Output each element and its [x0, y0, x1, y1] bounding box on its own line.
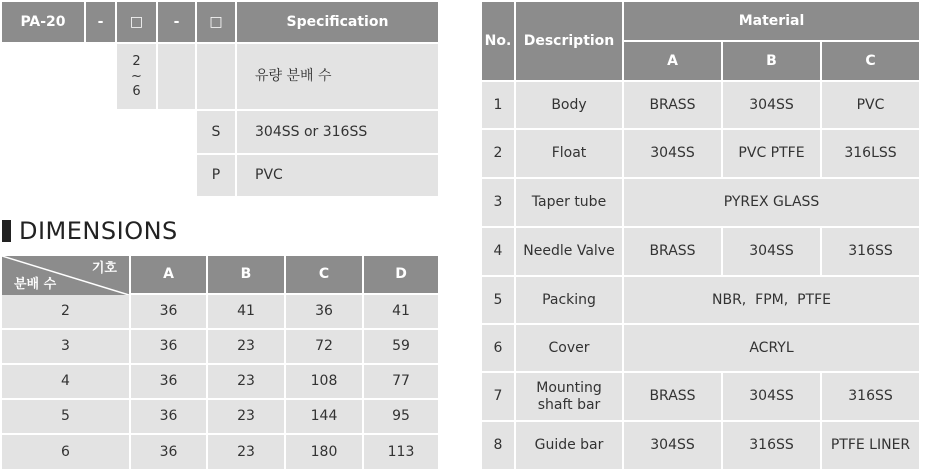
table-cell: 6: [2, 435, 131, 471]
table-cell: 77: [364, 365, 440, 400]
header-box: □: [117, 2, 158, 44]
header-box: □: [197, 2, 237, 44]
table-cell: 5: [2, 400, 131, 435]
header-dash: -: [158, 2, 197, 44]
material-c: PTFE LINER: [822, 422, 921, 471]
range-tilde: ~: [131, 69, 142, 84]
material-b: 304SS: [723, 82, 822, 130]
row-number: 3: [482, 179, 516, 228]
material-c: PVC: [822, 82, 921, 130]
spec-text: PVC: [237, 155, 440, 198]
column-header: A: [131, 256, 208, 295]
table-cell: 36: [286, 295, 364, 330]
spec-code: S: [197, 111, 237, 155]
row-number: 4: [482, 228, 516, 277]
description-line: shaft bar: [537, 396, 601, 413]
material-column-b: B: [723, 42, 822, 82]
material-c: 316SS: [822, 373, 921, 422]
table-cell: 36: [131, 365, 208, 400]
table-cell: 2: [2, 295, 131, 330]
part-description: Taper tube: [516, 179, 624, 228]
dimensions-title: [2, 214, 178, 248]
material-c: 316SS: [822, 228, 921, 277]
row-number: 1: [482, 82, 516, 130]
table-cell: 23: [208, 400, 286, 435]
material-a: 304SS: [624, 130, 723, 179]
part-description: Needle Valve: [516, 228, 624, 277]
row-number: 6: [482, 325, 516, 373]
spec-code: P: [197, 155, 237, 198]
material-b: 316SS: [723, 422, 822, 471]
header-dash: -: [86, 2, 117, 44]
table-cell: 3: [2, 330, 131, 365]
table-cell: 180: [286, 435, 364, 471]
corner-header: [2, 256, 129, 295]
material-column-c: C: [822, 42, 921, 82]
part-description: Body: [516, 82, 624, 130]
material-a: BRASS: [624, 82, 723, 130]
empty-cell: [158, 44, 197, 111]
description-header: Description: [516, 2, 624, 82]
part-description: Guide bar: [516, 422, 624, 471]
range-cell: [117, 44, 158, 111]
part-description: Packing: [516, 277, 624, 325]
table-cell: 36: [131, 400, 208, 435]
material-merged: ACRYL: [624, 325, 921, 373]
row-number: 2: [482, 130, 516, 179]
material-a: BRASS: [624, 228, 723, 277]
row-number: 8: [482, 422, 516, 471]
material-merged: NBR, FPM, PTFE: [624, 277, 921, 325]
table-cell: 36: [131, 330, 208, 365]
title-bar-marker: [2, 220, 11, 242]
table-cell: 36: [131, 435, 208, 471]
material-a: 304SS: [624, 422, 723, 471]
no-header: No.: [482, 2, 516, 82]
dimensions-title-text: DIMENSIONS: [19, 217, 178, 245]
material-merged: PYREX GLASS: [624, 179, 921, 228]
table-cell: 59: [364, 330, 440, 365]
row-number: 7: [482, 373, 516, 422]
table-cell: 36: [131, 295, 208, 330]
range-to: 6: [132, 84, 141, 99]
column-header: D: [364, 256, 440, 295]
table-cell: 41: [208, 295, 286, 330]
material-b: 304SS: [723, 228, 822, 277]
table-cell: 108: [286, 365, 364, 400]
description-line: Mounting: [536, 379, 602, 396]
spec-text: 304SS or 316SS: [237, 111, 440, 155]
row-number: 5: [482, 277, 516, 325]
material-c: 316LSS: [822, 130, 921, 179]
material-column-a: A: [624, 42, 723, 82]
corner-top-label: 기호: [91, 261, 117, 276]
column-header: C: [286, 256, 364, 295]
model-code: PA-20: [2, 2, 86, 44]
part-description: Cover: [516, 325, 624, 373]
table-cell: 95: [364, 400, 440, 435]
table-cell: 4: [2, 365, 131, 400]
material-b: 304SS: [723, 373, 822, 422]
specification-header: Specification: [237, 2, 440, 44]
material-b: PVC PTFE: [723, 130, 822, 179]
range-from: 2: [132, 54, 141, 69]
table-cell: 144: [286, 400, 364, 435]
material-a: BRASS: [624, 373, 723, 422]
table-cell: 23: [208, 330, 286, 365]
spec-code: [197, 44, 237, 111]
column-header: B: [208, 256, 286, 295]
spec-text: 유량 분배 수: [237, 44, 440, 111]
material-header: Material: [624, 2, 921, 42]
part-description: Float: [516, 130, 624, 179]
table-cell: 23: [208, 435, 286, 471]
table-cell: 113: [364, 435, 440, 471]
table-cell: 72: [286, 330, 364, 365]
table-cell: 41: [364, 295, 440, 330]
part-description: [516, 373, 624, 422]
corner-bottom-label: 분배 수: [14, 277, 57, 292]
table-cell: 23: [208, 365, 286, 400]
